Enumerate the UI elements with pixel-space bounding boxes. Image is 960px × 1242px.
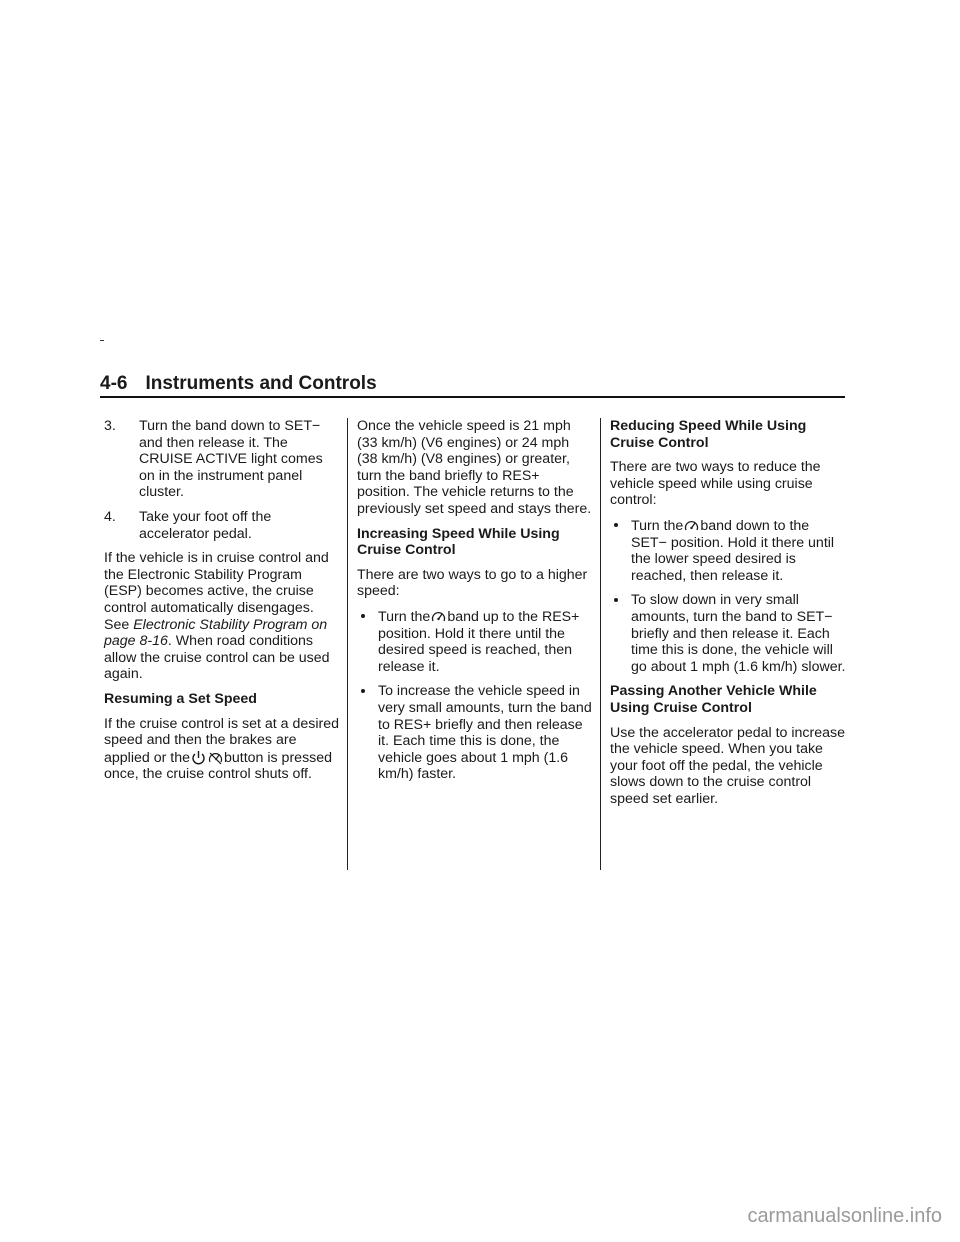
header-rule xyxy=(100,396,845,398)
cruise-control-icon xyxy=(431,608,446,625)
step-number: 4. xyxy=(104,508,116,525)
step-text: Take your foot off the accelerator pedal. xyxy=(139,508,272,542)
reducing-speed-heading: Reducing Speed While Using Cruise Control xyxy=(610,418,807,451)
page-number: 4-6 xyxy=(100,373,128,394)
passing-vehicle-heading: Passing Another Vehicle While Using Cruise Control xyxy=(610,683,817,716)
watermark: carmanualsonline.info xyxy=(747,1205,942,1227)
step-3 xyxy=(104,418,340,501)
column-2 xyxy=(357,418,593,791)
reducing-speed-intro: There are two ways to reduce the vehicle speed while using cruise control: xyxy=(610,459,821,509)
resume-paragraph: If the cruise control is set at a desired speed and then the brakes are applied or the button is pressed once, the cruise control shuts off. xyxy=(104,715,339,783)
bullet-dot xyxy=(614,598,618,602)
increasing-speed-intro: There are two ways to go to a higher speed: xyxy=(357,566,588,600)
esp-paragraph: If the vehicle is in cruise control and the Electronic Stability Program (ESP) becomes active, the cruise control automatically disengages. See Electronic Stability Program on page 8-16. When road conditions allow the cruise control can be used again. xyxy=(104,550,330,683)
esp-reference-link[interactable]: Electronic Stability Program on page 8-16 xyxy=(104,616,328,650)
corner-mark xyxy=(100,340,104,341)
column-divider-2 xyxy=(600,418,601,870)
column-3 xyxy=(610,418,846,815)
step-4 xyxy=(104,509,340,542)
resume-speed-paragraph: Once the vehicle speed is 21 mph (33 km/h) (V6 engines) or 24 mph (38 km/h) (V8 engines) or greater, turn the band briefly to RES+ position. The vehicle returns to the previously set speed and stays there. xyxy=(357,418,592,517)
header-text xyxy=(100,372,845,396)
cruise-control-icon xyxy=(684,517,699,534)
bullet-item: Turn the band up to the RES+ position. Hold it there until the desired speed is reached, then release it. xyxy=(357,608,593,675)
page-header xyxy=(100,372,845,398)
bullet-dot xyxy=(361,614,365,618)
bullet-item: To increase the vehicle speed in very small amounts, turn the band to RES+ briefly and then release it. Each time this is done, the vehicle goes about 1 mph (1.6 km/h) faster. xyxy=(357,683,593,783)
step-text: Turn the band down to SET− and then release it. The CRUISE ACTIVE light comes on in the instrument panel cluster. xyxy=(139,418,323,501)
bullet-item: Turn the band down to the SET− position. Hold it there until the lower speed desired is reached, then release it. xyxy=(610,517,846,584)
passing-vehicle-paragraph: Use the accelerator pedal to increase the vehicle speed. When you take your foot off the pedal, the vehicle slows down to the cruise control speed set earlier. xyxy=(610,724,846,807)
column-1 xyxy=(104,418,340,791)
power-icon xyxy=(191,749,206,766)
bullet-item: To slow down in very small amounts, turn the band to SET− briefly and then release it. Each time this is done, the vehicle will go about 1 mph (1.6 km/h) slower. xyxy=(610,592,846,675)
bullet-dot xyxy=(361,689,365,693)
section-title: Instruments and Controls xyxy=(145,373,377,394)
increasing-speed-heading: Increasing Speed While Using Cruise Control xyxy=(357,525,560,559)
step-number: 3. xyxy=(104,418,116,434)
column-divider-1 xyxy=(347,418,348,870)
resume-heading: Resuming a Set Speed xyxy=(104,690,257,707)
bullet-dot xyxy=(614,523,618,527)
cruise-cancel-icon xyxy=(208,749,223,766)
